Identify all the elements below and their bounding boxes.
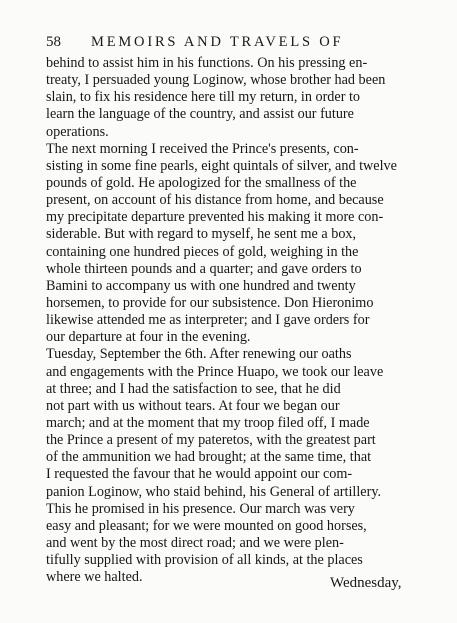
text-line: treaty, I persuaded young Loginow, whose brother had been: [46, 72, 386, 89]
text-line: the Prince a present of my pateretos, with the greatest part: [46, 432, 376, 449]
catchword: Wednesday,: [330, 575, 402, 591]
text-line: march; and at the moment that my troop filed off, I made: [46, 414, 370, 431]
text-line: siderable. But with regard to myself, he sent me a box,: [46, 226, 357, 243]
text-line: tifully supplied with provision of all kinds, at the places: [46, 552, 363, 569]
text-line: our departure at four in the evening.: [46, 329, 251, 346]
text-line: not part with us without tears. At four we began our: [46, 397, 340, 414]
text-line: where we halted.: [46, 569, 143, 586]
body-text: [46, 55, 418, 586]
text-line: my precipitate departure prevented his making it more con-: [46, 209, 384, 226]
text-line: of the ammunition we had brought; at the same time, that: [46, 449, 372, 466]
running-head: MEMOIRS AND TRAVELS OF: [91, 34, 344, 50]
text-line: This he promised in his presence. Our march was very: [46, 500, 355, 517]
text-line: Bamini to accompany us with one hundred and twenty: [46, 277, 356, 294]
text-line: whole thirteen pounds and a quarter; and gave orders to: [46, 260, 362, 277]
text-line: present, on account of his distance from home, and because: [46, 192, 384, 209]
text-line: slain, to fix his residence here till my return, in order to: [46, 89, 361, 106]
text-line: The next morning I received the Prince's presents, con-: [46, 140, 359, 157]
text-line: horsemen, to provide for our subsistence. Don Hieronimo: [46, 294, 374, 311]
text-line: at three; and I had the satisfaction to see, that he did: [46, 380, 341, 397]
text-line: behind to assist him in his functions. On his pressing en-: [46, 55, 368, 71]
page-header: [46, 34, 416, 54]
text-line: containing one hundred pieces of gold, weighing in the: [46, 243, 359, 260]
text-line: easy and pleasant; for we were mounted on good horses,: [46, 517, 367, 534]
text-line: learn the language of the country, and assist our future: [46, 106, 354, 123]
text-line: sisting in some fine pearls, eight quintals of silver, and twelve: [46, 157, 397, 174]
page-number: 58: [46, 34, 61, 50]
text-line: Tuesday, September the 6th. After renewing our oaths: [46, 346, 352, 363]
text-line: panion Loginow, who staid behind, his General of artillery.: [46, 483, 382, 500]
text-line: and engagements with the Prince Huapo, we took our leave: [46, 363, 384, 380]
text-line: and went by the most direct road; and we were plen-: [46, 534, 344, 551]
text-line: likewise attended me as interpreter; and I gave orders for: [46, 312, 370, 329]
text-line: I requested the favour that he would appoint our com-: [46, 466, 353, 483]
text-line: pounds of gold. He apologized for the smallness of the: [46, 174, 357, 191]
text-line: operations.: [46, 123, 109, 140]
